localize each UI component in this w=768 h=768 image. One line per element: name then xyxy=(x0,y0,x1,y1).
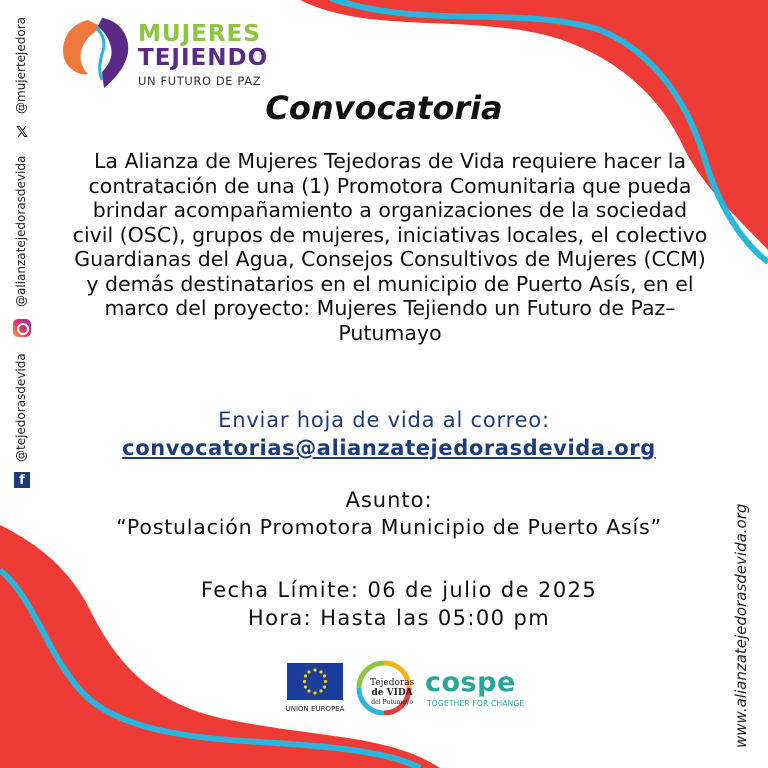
logo-line2: TEJIENDO xyxy=(138,45,269,71)
email-link[interactable]: convocatorias@alianzatejedorasdevida.org xyxy=(122,436,656,460)
facebook-icon: f xyxy=(14,472,30,488)
subject-text: “Postulación Promotora Municipio de Puerto Asís” xyxy=(116,515,662,539)
instagram-handle: @alianzatejedorasdevida xyxy=(14,155,28,307)
eu-flag-icon xyxy=(287,663,343,700)
tejedoras-line2: de VIDA xyxy=(371,688,413,698)
page-title: Convocatoria xyxy=(265,89,503,127)
cospe-tagline: TOGETHER FOR CHANGE xyxy=(427,699,525,708)
x-handle: @mujertejedora xyxy=(14,17,28,114)
logo-line3: UN FUTURO DE PAZ xyxy=(138,74,262,88)
body-paragraph: La Alianza de Mujeres Tejedoras de Vida requiere hacer la contratación de una (1) Promotora Comunitaria que pueda brindar acompañamiento a organizaciones de la sociedad civil (OSC), grupos de mujeres, iniciativas locales, el colectivo Guardianas del Agua, Consejos Consultivos de Mujeres (CCM) y demás destinatarios en el municipio de Puerto Asís, en el marco del proyecto: Mujeres Tejiendo un Futuro de Paz– Putumayo xyxy=(72,149,708,345)
instagram-icon xyxy=(13,319,31,337)
cospe-logo: cospe xyxy=(425,667,516,698)
eu-label: UNIÓN EUROPEA xyxy=(285,705,345,713)
send-cv-label: Enviar hoja de vida al correo: xyxy=(218,408,550,432)
tejedoras-line3: del Putumayo xyxy=(371,699,413,706)
x-icon: 𝕏 xyxy=(15,123,29,141)
tejedoras-line1: Tejedoras xyxy=(370,678,415,688)
deadline-hour: Hora: Hasta las 05:00 pm xyxy=(247,606,551,630)
website-url: www.alianzatejedorasdevida.org xyxy=(732,503,750,748)
tejedoras-text xyxy=(370,678,414,708)
facebook-handle: @tejedorasdevida xyxy=(14,353,28,462)
deadline-date: Fecha Límite: 06 de julio de 2025 xyxy=(200,578,598,602)
subject-label: Asunto: xyxy=(345,488,433,512)
women-profile-icon xyxy=(58,14,138,94)
logo-line1: MUJERES xyxy=(138,21,261,47)
red-wave-bottom-left xyxy=(0,525,440,768)
logo xyxy=(58,14,138,94)
